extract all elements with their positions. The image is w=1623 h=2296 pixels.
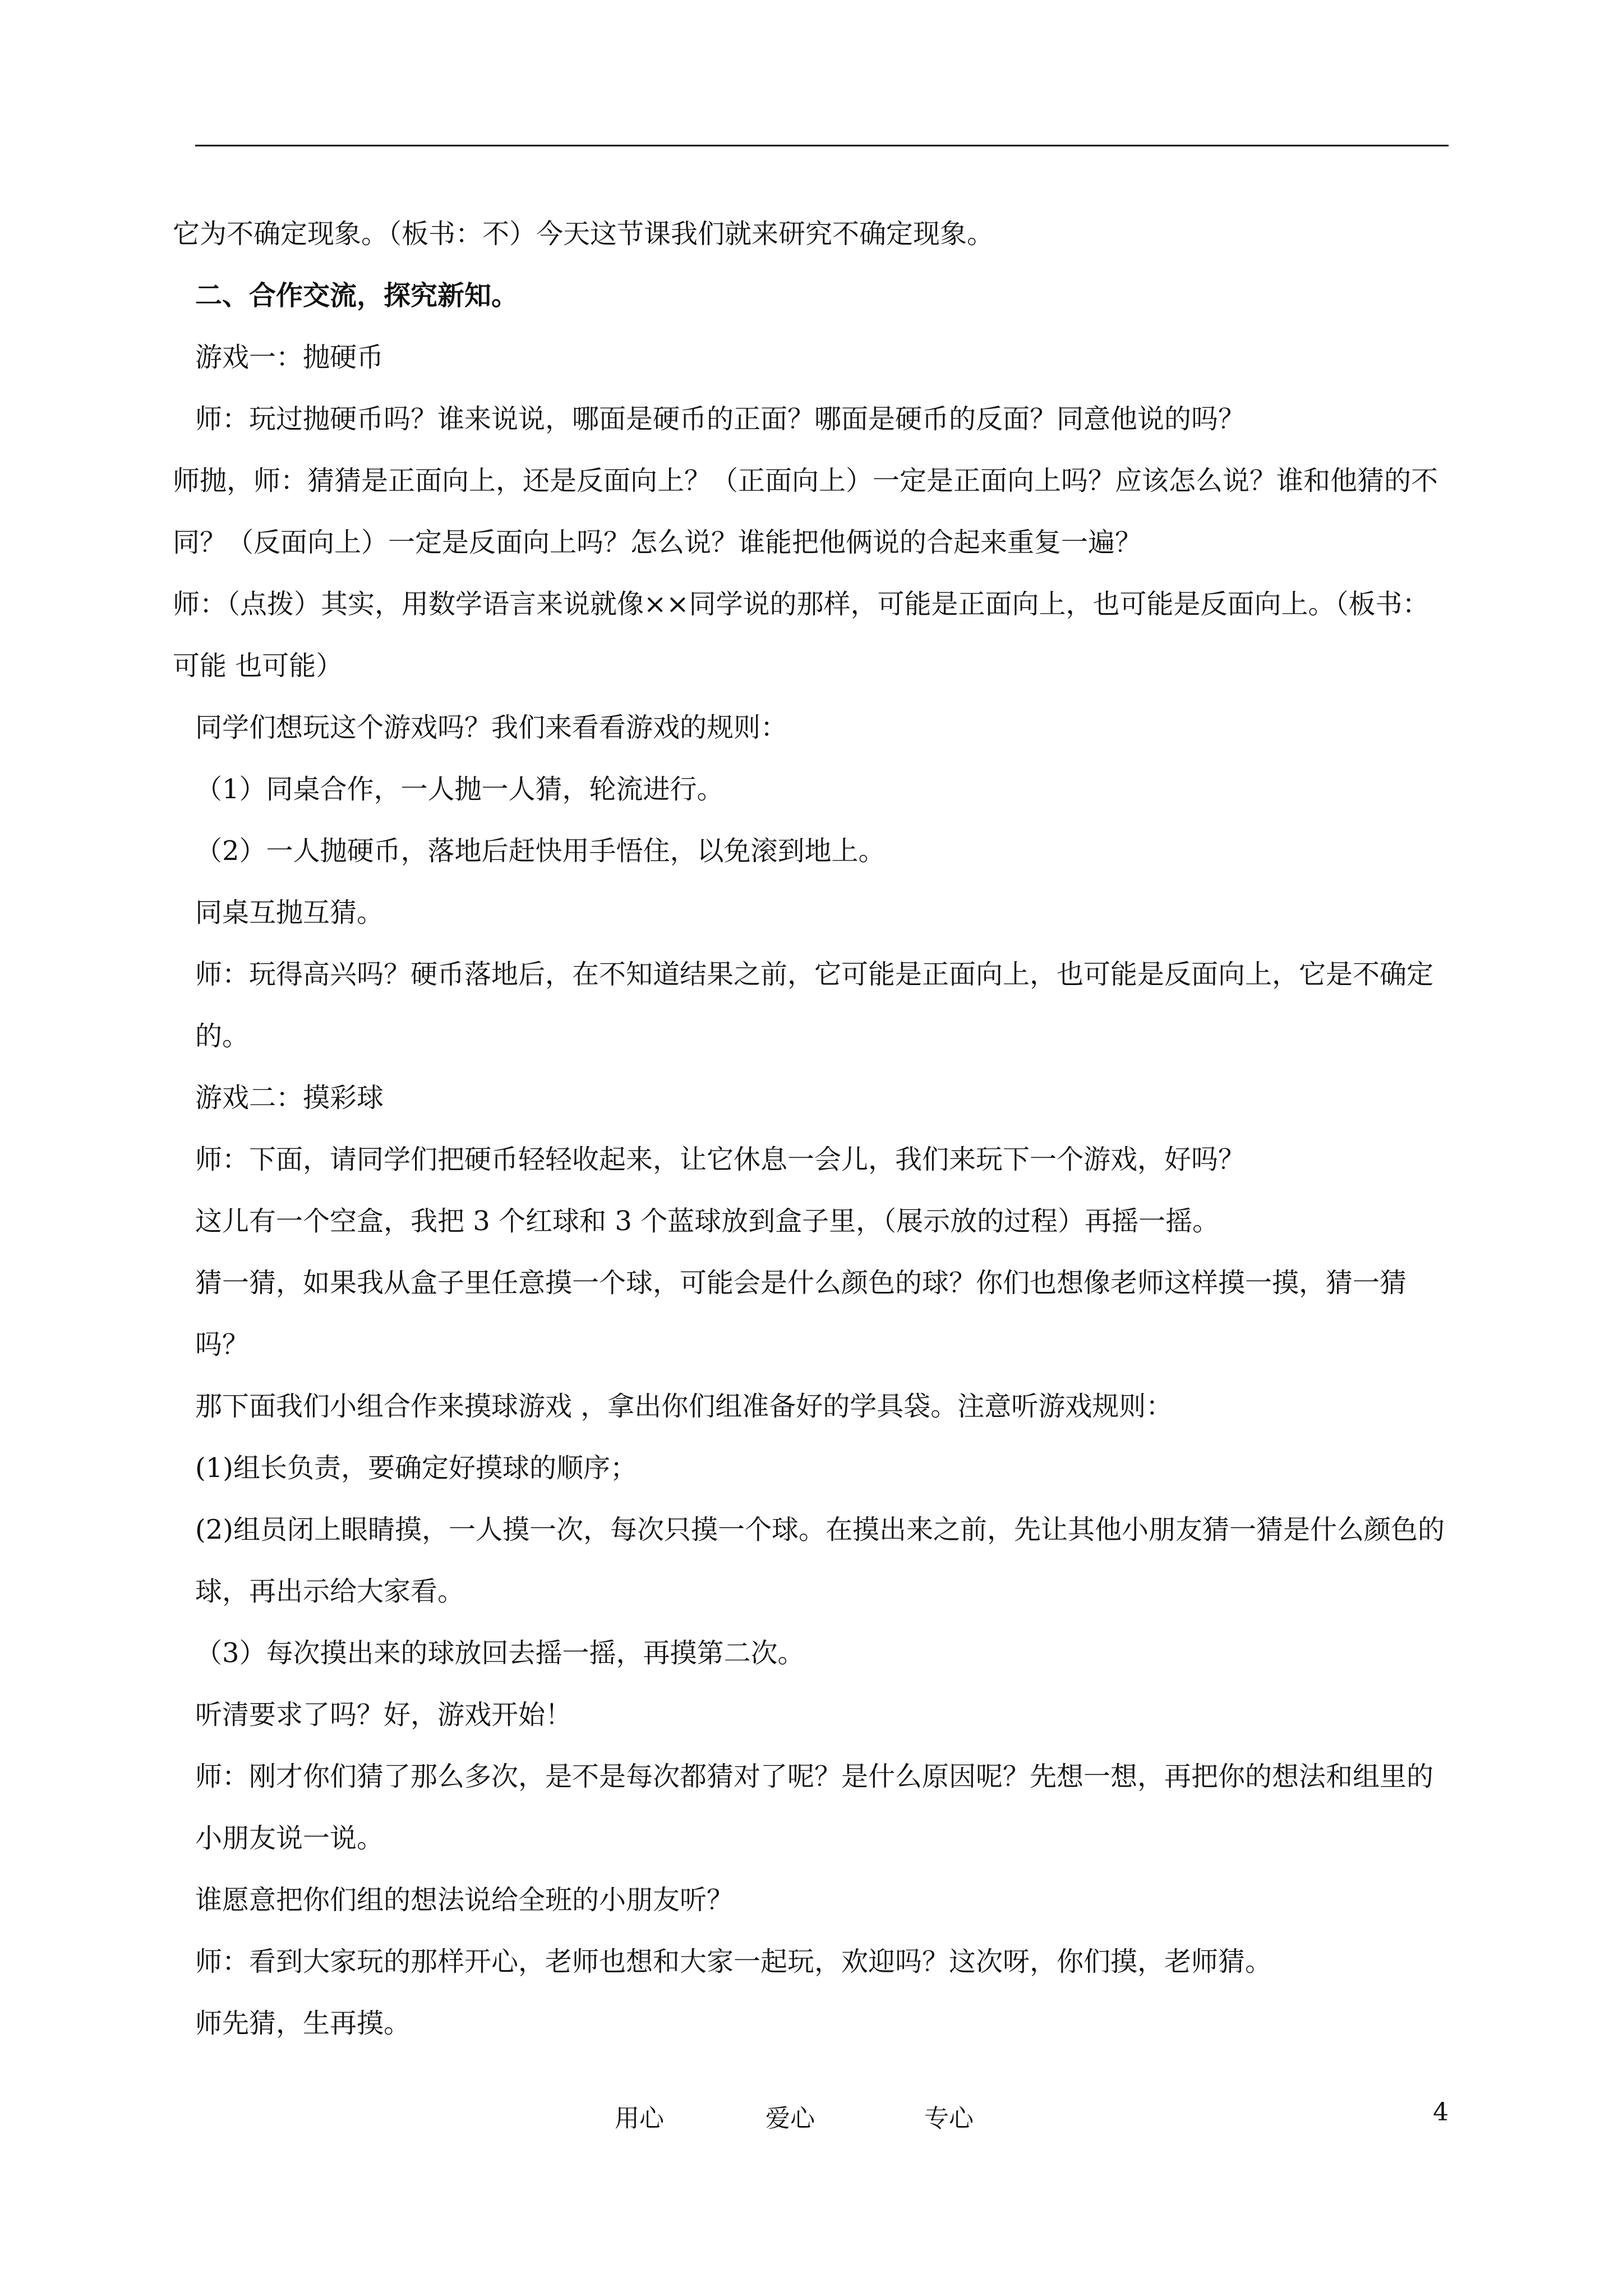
footer-motto-3: 专心	[924, 2104, 974, 2133]
rule-item: (2)组员闭上眼睛摸，一人摸一次，每次只摸一个球。在摸出来之前，先让其他小朋友猜一猜是什么颜色的球，再出示给大家看。	[195, 1514, 1445, 1607]
paragraph: 游戏一：抛硬币	[195, 342, 384, 373]
footer-motto-2: 爱心	[766, 2104, 815, 2133]
rule-item: （3）每次摸出来的球放回去摇一摇，再摸第二次。	[195, 1637, 805, 1669]
section-heading: 二、合作交流，探究新知。	[195, 280, 519, 311]
paragraph: 听清要求了吗？好，游戏开始！	[195, 1699, 573, 1731]
page-number: 4	[1433, 2098, 1449, 2127]
paragraph: 那下面我们小组合作来摸球游戏 ，拿出你们组准备好的学具袋。注意听游戏规则：	[195, 1391, 1173, 1422]
paragraph: 谁愿意把你们组的想法说给全班的小朋友听？	[195, 1884, 734, 1916]
paragraph: 师先猜，生再摸。	[195, 2008, 411, 2039]
footer-motto-1: 用心	[615, 2104, 664, 2133]
header-rule	[195, 145, 1449, 146]
paragraph: 师：玩得高兴吗？硬币落地后，在不知道结果之前，它可能是正面向上，也可能是反面向上，它是不确定的。	[195, 959, 1434, 1052]
paragraph: 师：看到大家玩的那样开心，老师也想和大家一起玩，欢迎吗？这次呀，你们摸，老师猜。	[195, 1946, 1272, 1977]
paragraph: 师：刚才你们猜了那么多次，是不是每次都猜对了呢？是什么原因呢？先想一想，再把你的想法和组里的小朋友说一说。	[195, 1761, 1434, 1854]
rule-item: （1）同桌合作，一人抛一人猜，轮流进行。	[195, 774, 724, 805]
paragraph: 师：（点拨）其实，用数学语言来说就像××同学说的那样，可能是正面向上，也可能是反面向上。（板书：可能 也可能）	[173, 588, 1430, 682]
rule-item: （2）一人抛硬币，落地后赶快用手悟住，以免滚到地上。	[195, 835, 886, 867]
paragraph: 这儿有一个空盒，我把 3 个红球和 3 个蓝球放到盒子里，（展示放的过程）再摇一摇。	[195, 1205, 1220, 1237]
document-body	[173, 203, 1449, 2054]
paragraph: 它为不确定现象。（板书：不）今天这节课我们就来研究不确定现象。	[173, 218, 994, 250]
paragraph: 同桌互抛互猜。	[195, 897, 384, 928]
rule-item: (1)组长负责，要确定好摸球的顺序；	[195, 1452, 637, 1484]
paragraph: 师：玩过抛硬币吗？谁来说说，哪面是硬币的正面？哪面是硬币的反面？同意他说的吗？	[195, 403, 1246, 435]
paragraph: 同学们想玩这个游戏吗？我们来看看游戏的规则：	[195, 712, 788, 743]
paragraph: 师：下面，请同学们把硬币轻轻收起来，让它休息一会儿，我们来玩下一个游戏，好吗？	[195, 1144, 1246, 1175]
page-footer	[0, 2098, 1623, 2137]
paragraph: 师抛，师：猜猜是正面向上，还是反面向上？（正面向上）一定是正面向上吗？应该怎么说？谁和他猜的不同？（反面向上）一定是反面向上吗？怎么说？谁能把他俩说的合起来重复一遍？	[173, 465, 1438, 558]
paragraph: 游戏二：摸彩球	[195, 1082, 384, 1114]
paragraph: 猜一猜，如果我从盒子里任意摸一个球，可能会是什么颜色的球？你们也想像老师这样摸一摸，猜一猜吗？	[195, 1267, 1407, 1360]
